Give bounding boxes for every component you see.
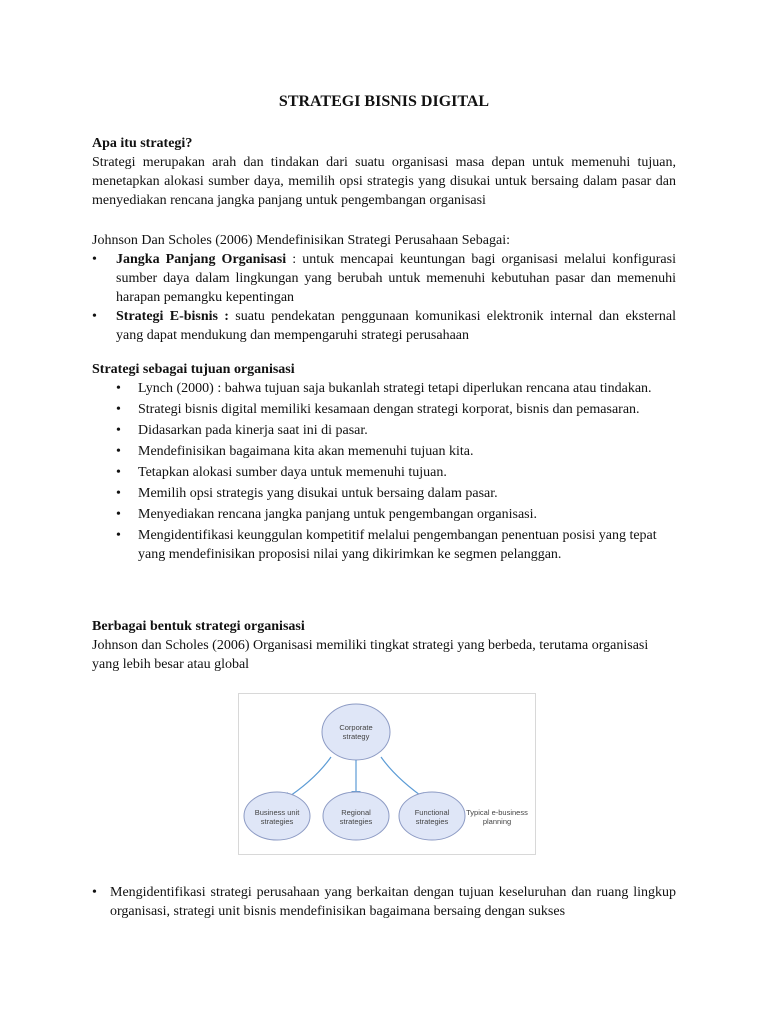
side-label-1: Typical e-business xyxy=(466,808,528,817)
bullet-marker: • xyxy=(92,252,97,267)
business-unit-label-1: Business unit xyxy=(254,808,300,817)
list-item-text: Didasarkan pada kinerja saat ini di pasar. xyxy=(138,423,368,438)
list-item-text: Lynch (2000) : bahwa tujuan saja bukanlah strategi tetapi diperlukan rencana atau tindakan. xyxy=(138,381,652,396)
paragraph-intro: Johnson Dan Scholes (2006) Mendefinisikan Strategi Perusahaan Sebagai: xyxy=(92,233,510,248)
functional-label-2: strategies xyxy=(415,817,449,826)
list-item-term: Strategi E-bisnis : xyxy=(116,309,229,324)
corporate-node-label-1: Corporate xyxy=(339,723,373,732)
list-item-text: suatu pendekatan penggunaan komunikasi elektronik internal dan eksternal yang dapat mendukung dan mempengaruhi strategi perusahaan xyxy=(116,309,676,343)
list-item xyxy=(92,883,676,921)
side-label-2: planning xyxy=(482,817,512,826)
list-item xyxy=(92,526,676,564)
bullet-marker: • xyxy=(92,309,97,324)
functional-label-1: Functional xyxy=(414,808,450,817)
section-what-is-strategy xyxy=(92,134,676,210)
list-item-text: Memilih opsi strategis yang disukai untuk bersaing dalam pasar. xyxy=(138,486,498,501)
list-item-text: Mendefinisikan bagaimana kita akan memenuhi tujuan kita. xyxy=(138,444,474,459)
section-heading: Apa itu strategi? xyxy=(92,136,193,151)
list-item xyxy=(92,421,676,440)
bullet-marker: • xyxy=(116,486,121,501)
strategy-levels-diagram xyxy=(238,693,536,855)
bullet-marker: • xyxy=(116,381,121,396)
list-item xyxy=(92,379,676,398)
bullet-marker: • xyxy=(116,465,121,480)
list-item-term: Jangka Panjang Organisasi xyxy=(116,252,287,267)
business-unit-label-2: strategies xyxy=(260,817,294,826)
list-item xyxy=(92,442,676,461)
diagram-svg xyxy=(239,694,535,854)
corporate-node-label-2: strategy xyxy=(342,732,370,741)
section-heading: Berbagai bentuk strategi organisasi xyxy=(92,619,305,634)
section-definition xyxy=(92,231,676,345)
list-item xyxy=(92,307,676,345)
list-item-text: Tetapkan alokasi sumber daya untuk memenuhi tujuan. xyxy=(138,465,447,480)
page-title: STRATEGI BISNIS DIGITAL xyxy=(278,93,490,110)
bullet-marker: • xyxy=(116,507,121,522)
list-item xyxy=(92,484,676,503)
list-item xyxy=(92,463,676,482)
bullet-marker: • xyxy=(116,423,121,438)
regional-label-2: strategies xyxy=(339,817,373,826)
definition-list xyxy=(92,250,676,345)
bullet-marker: • xyxy=(116,528,121,543)
regional-label-1: Regional xyxy=(341,808,371,817)
list-item xyxy=(92,505,676,524)
arrow-to-business-unit xyxy=(284,757,331,800)
paragraph: Johnson dan Scholes (2006) Organisasi memiliki tingkat strategi yang berbeda, terutama organisasi yang lebih besar atau global xyxy=(92,638,649,672)
list-item-text: Strategi bisnis digital memiliki kesamaan dengan strategi korporat, bisnis dan pemasaran. xyxy=(138,402,640,417)
section-heading: Strategi sebagai tujuan organisasi xyxy=(92,362,295,377)
list-item xyxy=(92,400,676,419)
list-item xyxy=(92,250,676,307)
bullet-marker: • xyxy=(92,885,97,900)
list-item-text: Menyediakan rencana jangka panjang untuk pengembangan organisasi. xyxy=(138,507,537,522)
section-strategy-as-goal xyxy=(92,360,676,566)
goal-list xyxy=(92,379,676,564)
section-final-bullet xyxy=(92,883,676,921)
list-item-text: Mengidentifikasi keunggulan kompetitif melalui pengembangan penentuan posisi yang tepat yang mendefinisikan proposisi nilai yang dikirimkan ke segmen pelanggan. xyxy=(138,528,657,562)
list-item-text: Mengidentifikasi strategi perusahaan yang berkaitan dengan tujuan keseluruhan dan ruang lingkup organisasi, strategi unit bisnis mendefinisikan bagaimana bersaing dengan sukses xyxy=(110,885,676,919)
paragraph: Strategi merupakan arah dan tindakan dari suatu organisasi masa depan untuk memenuhi tujuan, menetapkan alokasi sumber daya, memilih opsi strategis yang disukai untuk bersaing dalam pasar dan menyediakan rencana jangka panjang untuk pengembangan organisasi xyxy=(92,155,676,208)
bullet-marker: • xyxy=(116,402,121,417)
final-list xyxy=(92,883,676,921)
bullet-marker: • xyxy=(116,444,121,459)
section-forms-of-strategy xyxy=(92,617,676,674)
list-item-text: : untuk mencapai keuntungan bagi organisasi melalui konfigurasi sumber daya dalam lingkungan yang berubah untuk memenuhi kebutuhan pasar dan memenuhi harapan pemangku kepentingan xyxy=(116,252,676,305)
